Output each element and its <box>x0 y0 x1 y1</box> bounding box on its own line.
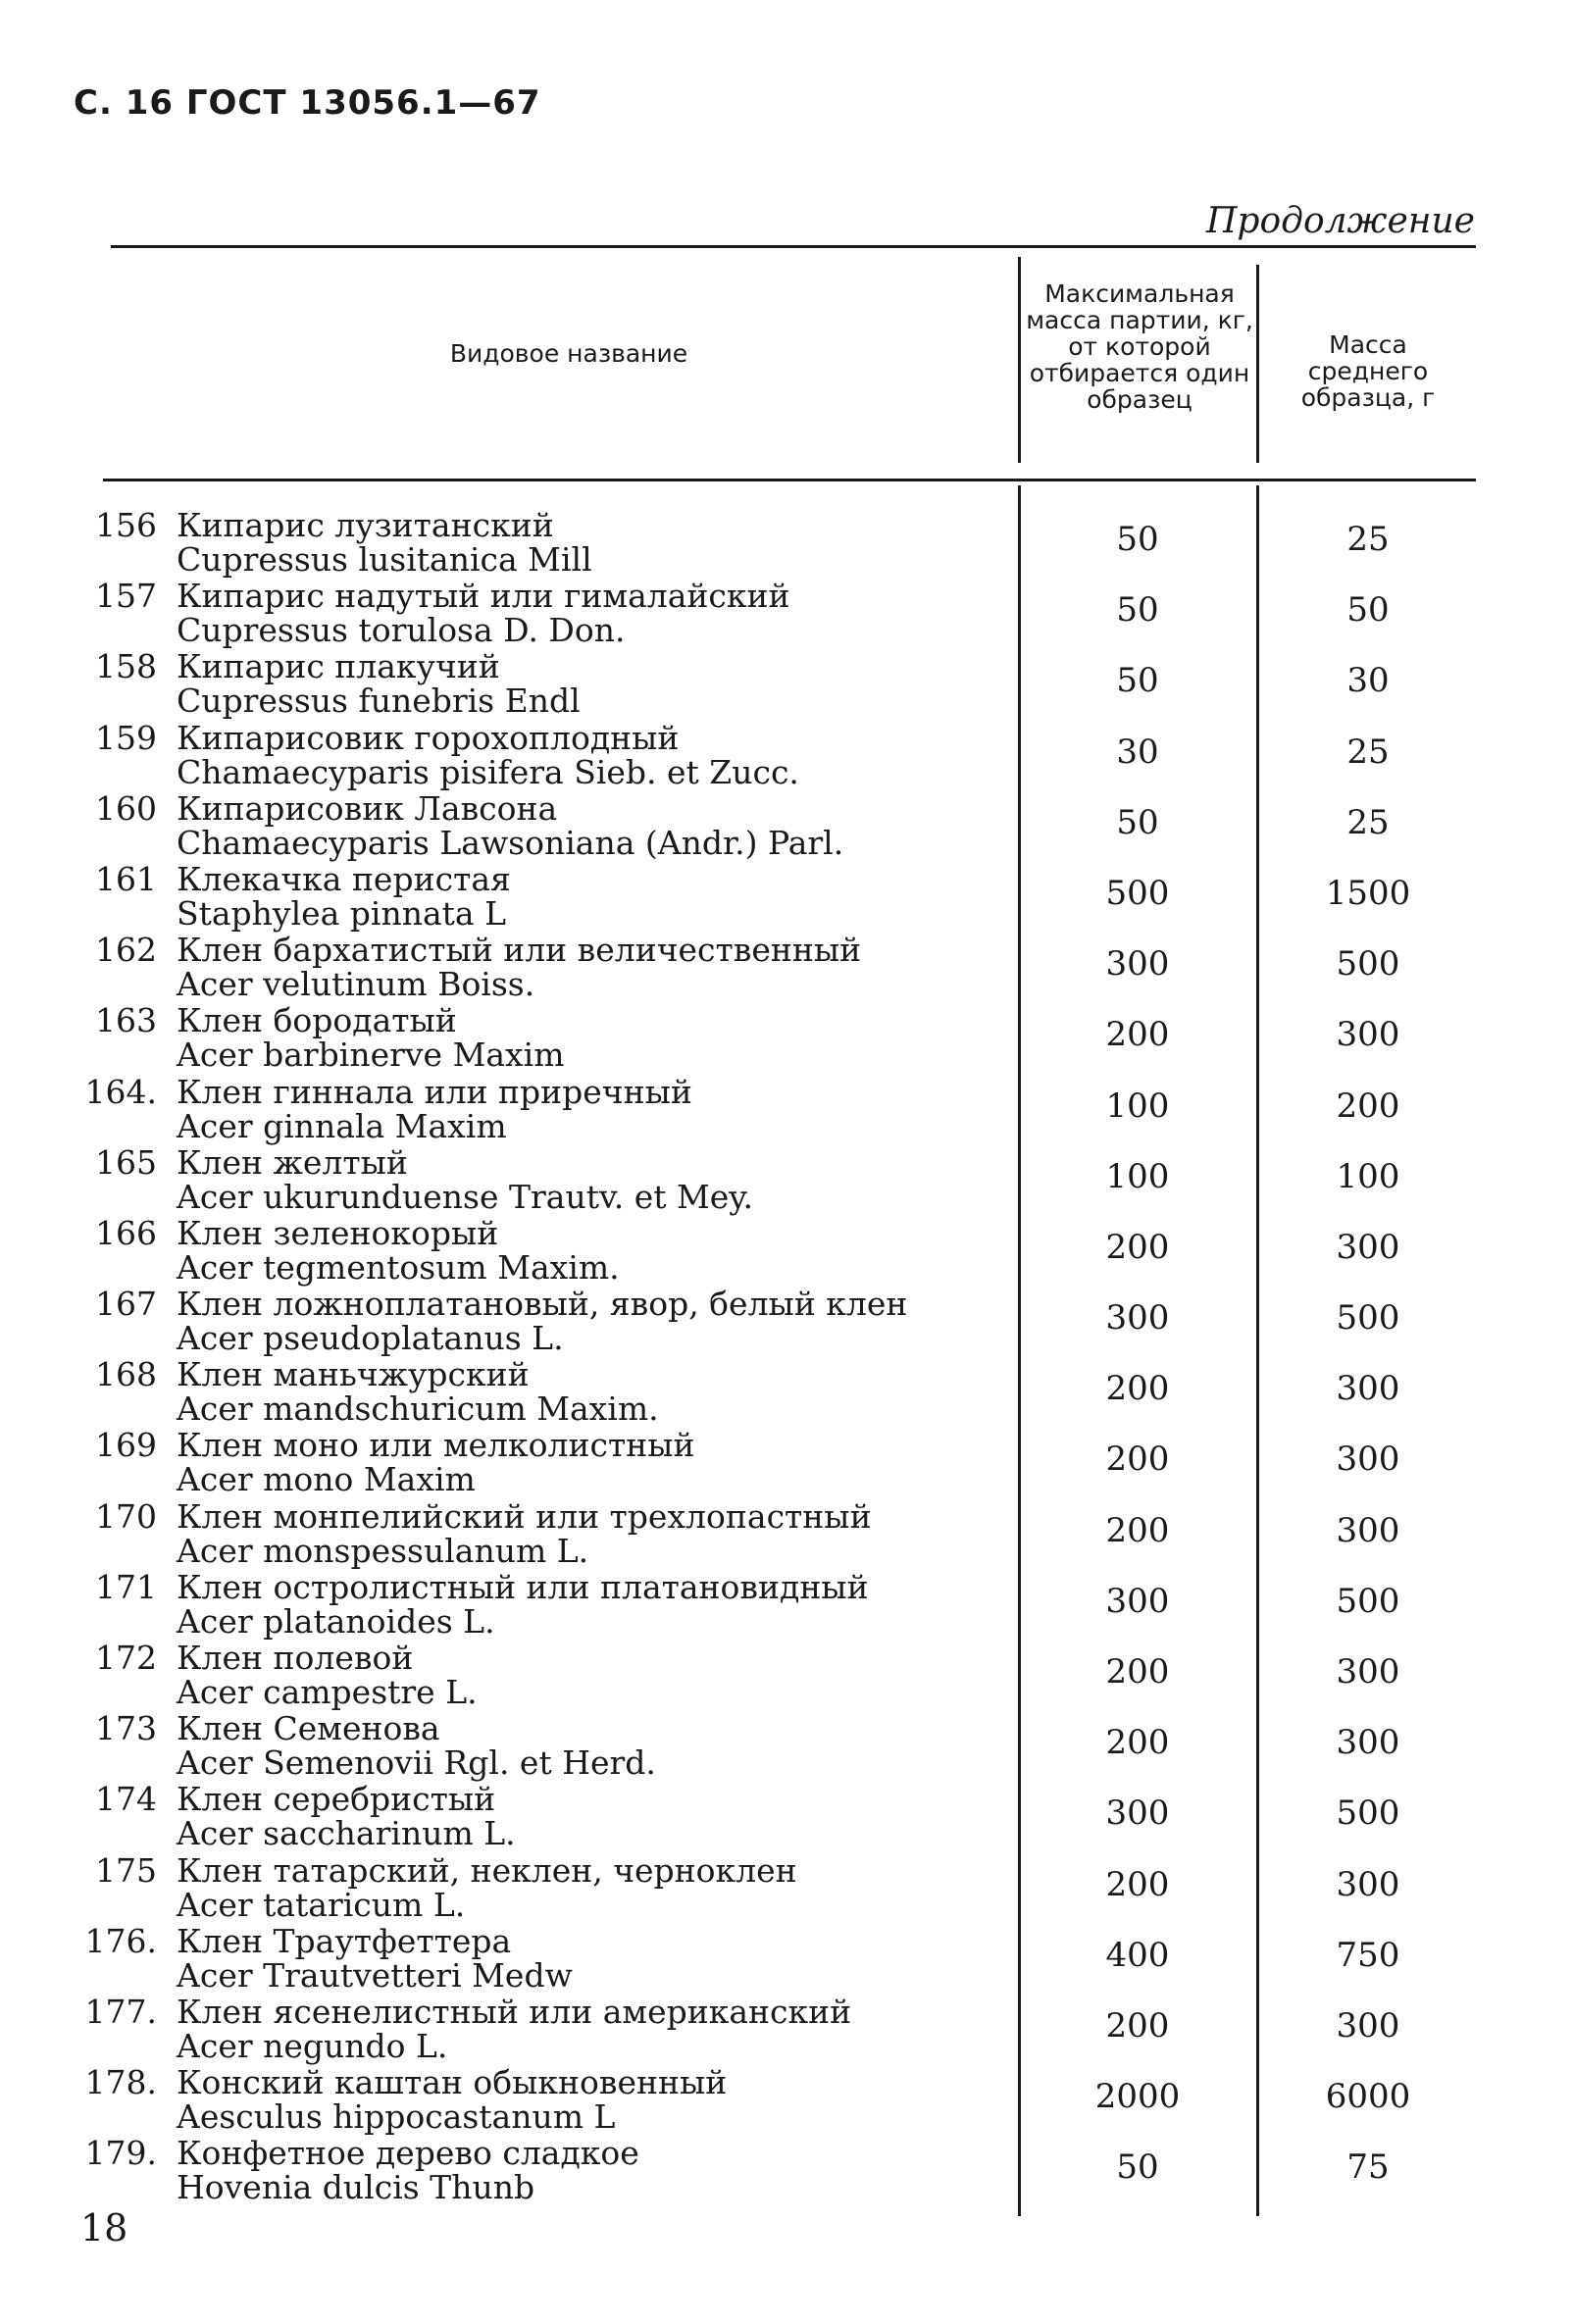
row-number: 163 <box>95 1001 157 1040</box>
avg-sample-mass: 25 <box>1346 520 1390 559</box>
row-number: 164. <box>84 1072 157 1111</box>
table-row <box>0 1349 1573 1429</box>
table-row <box>0 1703 1573 1783</box>
species-name-ru: Клен гиннала или приречный <box>177 1072 692 1111</box>
species-name-ru: Кипарис лузитанский <box>177 506 554 544</box>
species-name-latin: Cupressus lusitanica Mill <box>177 540 592 579</box>
avg-sample-mass: 500 <box>1336 944 1400 985</box>
table-row <box>0 500 1573 579</box>
species-name-ru: Клен полевой <box>177 1639 414 1677</box>
max-batch-mass: 300 <box>1105 944 1170 985</box>
table-row <box>0 1279 1573 1358</box>
row-number: 169 <box>95 1426 157 1465</box>
avg-sample-mass: 1500 <box>1325 873 1411 913</box>
max-batch-mass: 400 <box>1105 1935 1170 1975</box>
max-batch-mass: 200 <box>1105 1015 1170 1055</box>
species-name-ru: Кипарис надутый или гималайский <box>177 577 790 616</box>
species-name-ru: Клен желтый <box>177 1142 408 1182</box>
table-row <box>0 1562 1573 1641</box>
column-header-max-mass: Максимальная масса партии, кг, от которой отбирается один образец <box>1026 279 1253 414</box>
table-row <box>0 2128 1573 2207</box>
species-name-ru: Кипарисовик горохоплодный <box>177 718 680 757</box>
row-number: 172 <box>95 1639 157 1677</box>
row-number: 177. <box>84 1992 157 2031</box>
page-number: 18 <box>80 2206 128 2249</box>
avg-sample-mass: 50 <box>1346 590 1390 631</box>
avg-sample-mass: 300 <box>1336 1369 1400 1409</box>
species-name-latin: Cupressus funebris Endl <box>177 682 581 721</box>
species-name-latin: Acer Trautvetteri Medw <box>177 1955 573 1995</box>
row-number: 179. <box>84 2134 157 2173</box>
table-row <box>0 571 1573 650</box>
row-number: 171 <box>95 1567 157 1606</box>
species-name-latin: Acer velutinum Boiss. <box>177 965 535 1004</box>
max-batch-mass: 200 <box>1105 1369 1170 1409</box>
avg-sample-mass: 300 <box>1336 2005 1400 2046</box>
continuation-label: Продолжение <box>1206 201 1475 241</box>
species-name-latin: Acer mandschuricum Maxim. <box>177 1389 659 1429</box>
max-batch-mass: 300 <box>1105 1794 1170 1834</box>
column-divider-2 <box>1256 265 1259 463</box>
table-row <box>0 1633 1573 1711</box>
header-bottom-rule <box>103 479 1476 481</box>
max-batch-mass: 50 <box>1116 590 1159 631</box>
max-batch-mass: 50 <box>1116 661 1159 701</box>
avg-sample-mass: 500 <box>1336 1581 1400 1621</box>
species-name-latin: Acer platanoides L. <box>177 1601 495 1641</box>
max-batch-mass: 200 <box>1105 1440 1170 1480</box>
avg-sample-mass: 300 <box>1336 1015 1400 1055</box>
table-row <box>0 783 1573 862</box>
row-number: 173 <box>95 1709 157 1748</box>
species-name-latin: Acer pseudoplatanus L. <box>177 1319 564 1358</box>
species-name-ru: Клен бородатый <box>177 1001 457 1040</box>
row-number: 178. <box>84 2063 157 2102</box>
max-batch-mass: 200 <box>1105 1227 1170 1267</box>
species-name-latin: Acer Semenovii Rgl. et Herd. <box>177 1743 656 1783</box>
species-name-ru: Клен ложноплатановый, явор, белый клен <box>177 1285 908 1324</box>
species-name-ru: Клен моно или мелколистный <box>177 1426 695 1465</box>
avg-sample-mass: 500 <box>1336 1298 1400 1339</box>
row-number: 167 <box>95 1285 157 1324</box>
species-name-latin: Aesculus hippocastanum L <box>177 2097 616 2137</box>
species-name-latin: Chamaecyparis pisifera Sieb. et Zucc. <box>177 752 799 791</box>
avg-sample-mass: 300 <box>1336 1864 1400 1904</box>
species-name-ru: Клен ясенелистный или американский <box>177 1992 852 2031</box>
species-name-ru: Клен монпелийский или трехлопастный <box>177 1496 872 1536</box>
page-header: С. 16 ГОСТ 13056.1—67 <box>74 83 541 123</box>
max-batch-mass: 50 <box>1116 2147 1159 2188</box>
species-name-latin: Acer ginnala Maxim <box>177 1106 507 1145</box>
avg-sample-mass: 25 <box>1346 802 1390 842</box>
species-name-ru: Клекачка перистая <box>177 859 511 898</box>
max-batch-mass: 300 <box>1105 1581 1170 1621</box>
species-name-ru: Клен татарский, неклен, черноклен <box>177 1850 797 1890</box>
max-batch-mass: 200 <box>1105 1652 1170 1692</box>
species-name-latin: Cupressus torulosa D. Don. <box>177 611 626 650</box>
species-name-latin: Acer monspessulanum L. <box>177 1531 589 1570</box>
max-batch-mass: 200 <box>1105 1510 1170 1550</box>
avg-sample-mass: 300 <box>1336 1723 1400 1763</box>
species-name-latin: Acer ukurunduense Trautv. et Mey. <box>177 1177 754 1216</box>
row-number: 159 <box>95 718 157 757</box>
species-name-latin: Acer saccharinum L. <box>177 1814 516 1853</box>
table-row <box>0 2057 1573 2137</box>
species-name-ru: Кипарисовик Лавсона <box>177 788 558 828</box>
row-number: 168 <box>95 1355 157 1394</box>
table-row <box>0 641 1573 721</box>
table-row <box>0 1916 1573 1995</box>
species-name-ru: Клен бархатистый или величественный <box>177 931 862 970</box>
table-body <box>0 500 1573 2207</box>
row-number: 161 <box>95 859 157 898</box>
species-name-latin: Acer mono Maxim <box>177 1460 476 1499</box>
max-batch-mass: 2000 <box>1094 2077 1181 2117</box>
table-row <box>0 713 1573 791</box>
table-row <box>0 1845 1573 1924</box>
row-number: 165 <box>95 1142 157 1182</box>
avg-sample-mass: 75 <box>1346 2147 1390 2188</box>
avg-sample-mass: 750 <box>1336 1935 1400 1975</box>
avg-sample-mass: 300 <box>1336 1652 1400 1692</box>
row-number: 160 <box>95 788 157 828</box>
species-name-ru: Клен остролистный или платановидный <box>177 1567 869 1606</box>
avg-sample-mass: 500 <box>1336 1794 1400 1834</box>
species-name-latin: Acer negundo L. <box>177 2026 448 2065</box>
table-top-rule <box>111 245 1476 248</box>
avg-sample-mass: 6000 <box>1325 2077 1411 2117</box>
table-row <box>0 1420 1573 1499</box>
species-name-ru: Кипарис плакучий <box>177 647 500 686</box>
row-number: 174 <box>95 1780 157 1819</box>
max-batch-mass: 200 <box>1105 1864 1170 1904</box>
species-name-latin: Acer tataricum L. <box>177 1885 466 1924</box>
row-number: 175 <box>95 1850 157 1890</box>
avg-sample-mass: 100 <box>1336 1156 1400 1196</box>
avg-sample-mass: 300 <box>1336 1227 1400 1267</box>
avg-sample-mass: 200 <box>1336 1086 1400 1126</box>
table-row <box>0 1491 1573 1570</box>
species-name-ru: Клен Траутфеттера <box>177 1921 512 1960</box>
max-batch-mass: 100 <box>1105 1156 1170 1196</box>
row-number: 162 <box>95 931 157 970</box>
species-name-ru: Клен маньчжурский <box>177 1355 530 1394</box>
species-name-latin: Chamaecyparis Lawsoniana (Andr.) Parl. <box>177 823 844 862</box>
species-name-ru: Клен зеленокорый <box>177 1213 499 1252</box>
avg-sample-mass: 25 <box>1346 732 1390 772</box>
species-name-ru: Конский каштан обыкновенный <box>177 2063 728 2102</box>
row-number: 157 <box>95 577 157 616</box>
table-row <box>0 995 1573 1075</box>
table-row <box>0 1774 1573 1853</box>
max-batch-mass: 200 <box>1105 1723 1170 1763</box>
avg-sample-mass: 300 <box>1336 1510 1400 1550</box>
species-name-ru: Клен серебристый <box>177 1780 496 1819</box>
species-name-latin: Acer campestre L. <box>177 1673 478 1711</box>
max-batch-mass: 50 <box>1116 520 1159 559</box>
species-name-latin: Hovenia dulcis Thunb <box>177 2168 535 2207</box>
table-row <box>0 1987 1573 2065</box>
table-row <box>0 925 1573 1004</box>
avg-sample-mass: 30 <box>1346 661 1390 701</box>
row-number: 156 <box>95 506 157 544</box>
species-name-latin: Acer barbinerve Maxim <box>177 1036 565 1075</box>
max-batch-mass: 300 <box>1105 1298 1170 1339</box>
column-header-avg-mass: Масса среднего образца, г <box>1300 330 1436 412</box>
table-row <box>0 854 1573 933</box>
max-batch-mass: 30 <box>1116 732 1159 772</box>
table-row <box>0 1208 1573 1287</box>
species-name-ru: Клен Семенова <box>177 1709 440 1748</box>
table-row <box>0 1137 1573 1216</box>
max-batch-mass: 500 <box>1105 873 1170 913</box>
max-batch-mass: 100 <box>1105 1086 1170 1126</box>
table-row <box>0 1067 1573 1145</box>
max-batch-mass: 200 <box>1105 2005 1170 2046</box>
row-number: 176. <box>84 1921 157 1960</box>
column-header-name: Видовое название <box>449 339 688 368</box>
column-divider-1 <box>1018 257 1021 463</box>
species-name-latin: Acer tegmentosum Maxim. <box>177 1247 620 1287</box>
max-batch-mass: 50 <box>1116 802 1159 842</box>
avg-sample-mass: 300 <box>1336 1440 1400 1480</box>
species-name-latin: Staphylea pinnata L <box>177 893 507 933</box>
species-name-ru: Конфетное дерево сладкое <box>177 2134 639 2173</box>
row-number: 166 <box>95 1213 157 1252</box>
row-number: 170 <box>95 1496 157 1536</box>
row-number: 158 <box>95 647 157 686</box>
